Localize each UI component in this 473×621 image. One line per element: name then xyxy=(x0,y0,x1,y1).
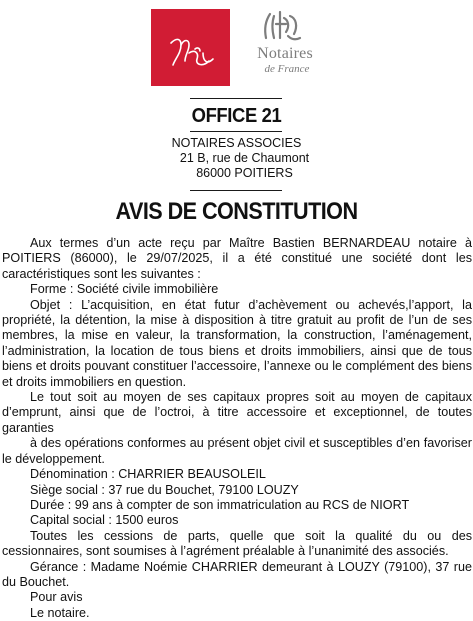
monogram-icon xyxy=(151,9,230,86)
title-divider xyxy=(190,190,282,191)
notaires-emblem-icon xyxy=(248,8,328,48)
notaires-wordmark: Notaires xyxy=(257,45,313,62)
office-monogram-logo xyxy=(151,9,230,86)
de-france-wordmark: de France xyxy=(264,63,310,75)
office-subtitle: NOTAIRES ASSOCIES xyxy=(171,136,302,150)
moyens-paragraph: Le tout soit au moyen de ses capitaux propres soit au moyen de capitaux d’emprunt, ainsi que de l’octroi, à titre accessoire et exceptionnel, de toutes garanties xyxy=(2,390,472,435)
denomination-line: Dénomination : CHARRIER BEAUSOLEIL xyxy=(30,467,266,482)
office-city: 86000 POITIERS xyxy=(196,166,293,180)
siege-line: Siège social : 37 rue du Bouchet, 79100 LOUZY xyxy=(30,482,299,497)
intro-paragraph: Aux termes d’un acte reçu par Maître Bastien BERNARDEAU notaire à POITIERS (86000), le 29/07/2025, il a été constitué une société dont les caractéristiques sont les suivantes : xyxy=(2,236,472,281)
office-name: OFFICE 21 xyxy=(191,105,282,127)
top-divider xyxy=(190,98,282,99)
office-street: 21 B, rue de Chaumont xyxy=(179,151,310,165)
signature-line: Le notaire. xyxy=(30,605,90,620)
pour-avis-line: Pour avis xyxy=(30,590,83,605)
notice-title: AVIS DE CONSTITUTION xyxy=(115,198,358,225)
office-underline xyxy=(190,131,282,132)
duree-line: Durée : 99 ans à compter de son immatriculation au RCS de NIORT xyxy=(30,497,410,512)
cessions-paragraph: Toutes les cessions de parts, quelle que soit la qualité du ou des cessionnaires, sont soumises à l’agrément préalable à l’unanimité des associés. xyxy=(2,528,472,559)
operations-paragraph: à des opérations conformes au présent objet civil et susceptibles d’en favoriser le développement. xyxy=(2,436,472,466)
objet-paragraph: Objet : L’acquisition, en état futur d’achèvement ou achevés,l’apport, la propriété, la détention, la mise à disposition à titre gratuit au profit de l’un de ses membres, la mise en valeur, la transformation, la construction, l’aménagement, l’administration, la location de tous biens et droits immobiliers, ainsi que de tous biens et droits pouvant constituer l’accessoire, l’annexe ou le complément des biens et droits immobiliers en question. xyxy=(2,297,472,389)
capital-line: Capital social : 1500 euros xyxy=(30,513,179,528)
notice-body xyxy=(2,236,472,621)
forme-line: Forme : Société civile immobilière xyxy=(30,282,219,297)
gerance-paragraph: Gérance : Madame Noémie CHARRIER demeurant à LOUZY (79100), 37 rue du Bouchet. xyxy=(2,559,472,589)
